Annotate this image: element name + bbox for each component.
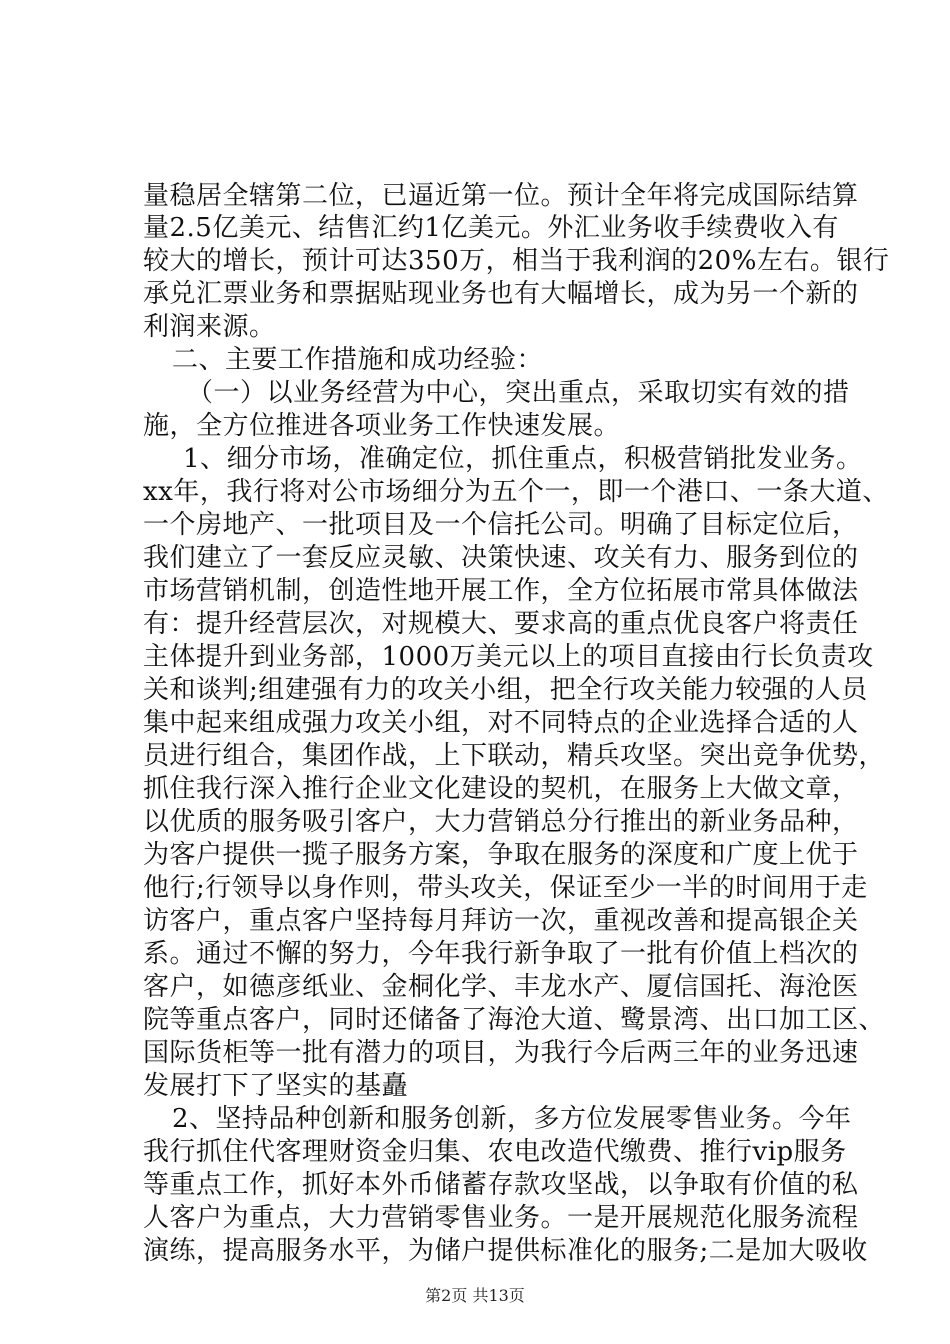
text-line: 较大的增长，预计可达350万，相当于我利润的20%左右。银行	[143, 246, 890, 276]
text-line: 量稳居全辖第二位，已逼近第一位。预计全年将完成国际结算	[143, 181, 859, 211]
text-line: 承兑汇票业务和票据贴现业务也有大幅增长，成为另一个新的	[143, 279, 859, 309]
text-line: 他行;行领导以身作则，带头攻关，保证至少一半的时间用于走	[143, 873, 868, 903]
text-line: 员进行组合，集团作战，上下联动，精兵攻坚。突出竞争优势，	[143, 741, 886, 771]
text-line: 集中起来组成强力攻关小组，对不同特点的企业选择合适的人	[143, 708, 859, 738]
text-line: 一个房地产、一批项目及一个信托公司。明确了目标定位后，	[143, 510, 859, 540]
text-line: 我行抓住代客理财资金归集、农电改造代缴费、推行vip服务	[143, 1137, 847, 1167]
text-line: 施，全方位推进各项业务工作快速发展。	[143, 411, 621, 441]
text-line: 为客户提供一揽子服务方案，争取在服务的深度和广度上优于	[143, 840, 859, 870]
text-line: xx年，我行将对公市场细分为五个一，即一个港口、一条大道、	[143, 477, 889, 507]
text-line: 发展打下了坚实的基矗	[143, 1071, 409, 1101]
text-line: 演练，提高服务水平，为储户提供标准化的服务;二是加大吸收	[143, 1236, 868, 1266]
text-line: 抓住我行深入推行企业文化建设的契机，在服务上大做文章，	[143, 774, 859, 804]
text-line: 二、主要工作措施和成功经验：	[172, 345, 544, 375]
text-line: 客户，如德彦纸业、金桐化学、丰龙水产、厦信国托、海沧医	[143, 972, 859, 1002]
text-line: 以优质的服务吸引客户，大力营销总分行推出的新业务品种，	[143, 807, 859, 837]
text-line: 主体提升到业务部，1000万美元以上的项目直接由行长负责攻	[143, 642, 874, 672]
text-line: 2、坚持品种创新和服务创新，多方位发展零售业务。今年	[172, 1104, 852, 1134]
page-footer: 第2页 共13页	[425, 1286, 525, 1305]
text-line: 有：提升经营层次，对规模大、要求高的重点优良客户将责任	[143, 609, 859, 639]
text-line: 国际货柜等一批有潜力的项目，为我行今后两三年的业务迅速	[143, 1038, 859, 1068]
text-line: （一）以业务经营为中心，突出重点，采取切实有效的措	[187, 378, 850, 408]
text-line: 人客户为重点，大力营销零售业务。一是开展规范化服务流程	[143, 1203, 859, 1233]
text-line: 利润来源。	[143, 312, 276, 342]
text-line: 等重点工作，抓好本外币储蓄存款攻坚战，以争取有价值的私	[143, 1170, 859, 1200]
text-line: 市场营销机制，创造性地开展工作，全方位拓展市常具体做法	[143, 576, 859, 606]
text-line: 量2.5亿美元、结售汇约1亿美元。外汇业务收手续费收入有	[143, 213, 839, 243]
text-line: 系。通过不懈的努力，今年我行新争取了一批有价值上档次的	[143, 939, 859, 969]
text-line: 1、细分市场，准确定位，抓住重点，积极营销批发业务。	[183, 444, 863, 474]
text-line: 院等重点客户，同时还储备了海沧大道、鹭景湾、出口加工区、	[143, 1005, 886, 1035]
text-line: 关和谈判;组建强有力的攻关小组，把全行攻关能力较强的人员	[143, 675, 868, 705]
text-line: 访客户，重点客户坚持每月拜访一次，重视改善和提高银企关	[143, 906, 859, 936]
text-line: 我们建立了一套反应灵敏、决策快速、攻关有力、服务到位的	[143, 543, 859, 573]
